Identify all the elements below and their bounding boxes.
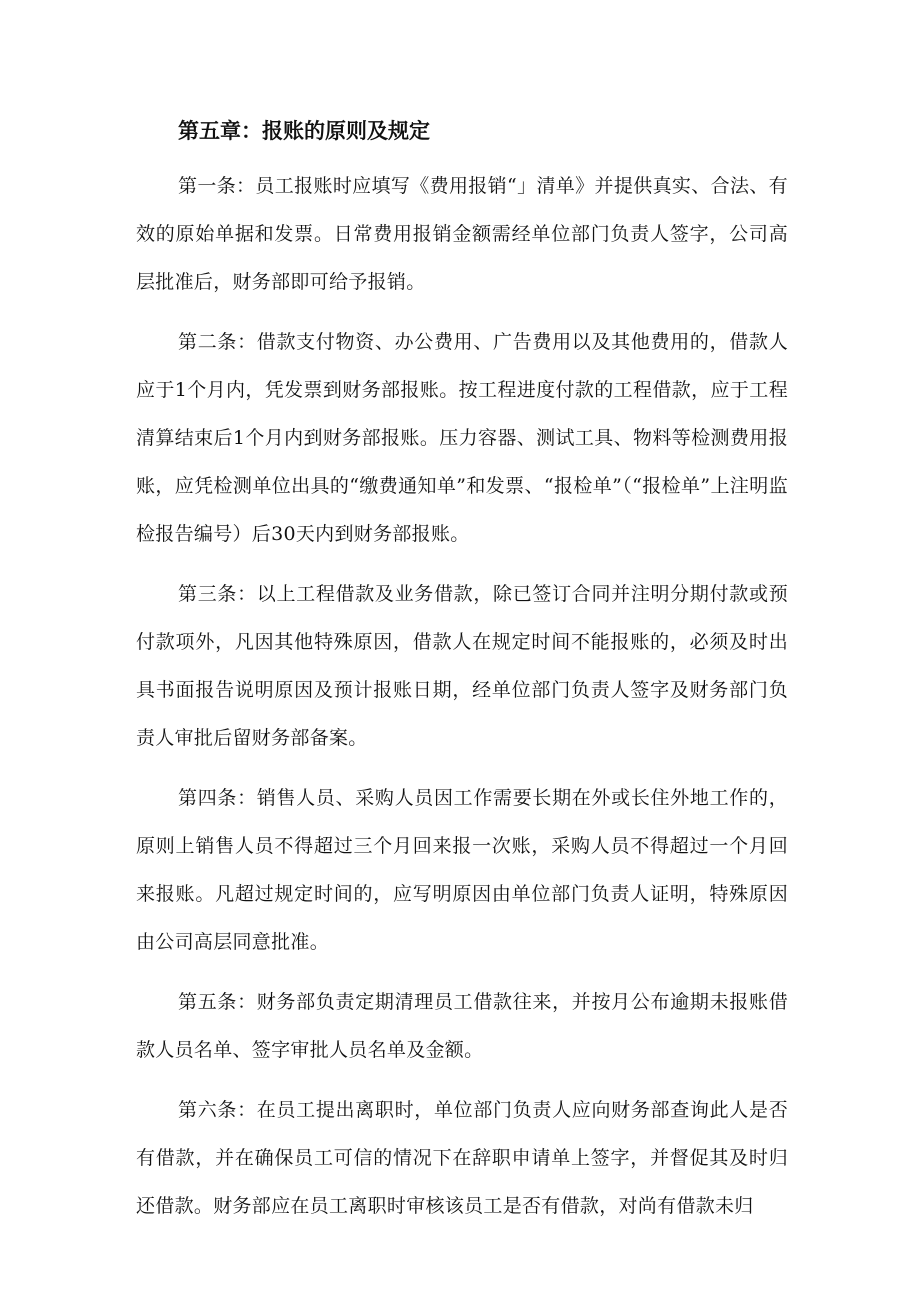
article-3: 第三条：以上工程借款及业务借款，除已签订合同并注明分期付款或预付款项外，凡因其他特殊原因，借款人在规定时间不能报账的，必须及时出具书面报告说明原因及预计报账日期，经单位部门负责人签字及财务部门负责人审批后留财务部备案。 bbox=[136, 583, 788, 749]
article-6: 第六条：在员工提出离职时，单位部门负责人应向财务部查询此人是否有借款，并在确保员工可信的情况下在辞职申请单上签字，并督促其及时归还借款。财务部应在员工离职时审核该员工是否有借款，对尚有借款未归 bbox=[136, 1099, 788, 1217]
article-5: 第五条：财务部负责定期清理员工借款往来，并按月公布逾期未报账借款人员名单、签字审批人员名单及金额。 bbox=[136, 991, 788, 1061]
article-1: 第一条：员工报账时应填写《费用报销“」清单》并提供真实、合法、有效的原始单据和发票。日常费用报销金额需经单位部门负责人签字，公司高层批准后，财务部即可给予报销。 bbox=[136, 175, 788, 293]
article-2: 第二条：借款支付物资、办公费用、广告费用以及其他费用的，借款人应于1个月内，凭发票到财务部报账。按工程进度付款的工程借款，应于工程清算结束后1个月内到财务部报账。压力容器、测试工具、物料等检测费用报账，应凭检测单位出具的“缴费通知单”和发票、“报检单”（“报检单”上注明监检报告编号）后30天内到财务部报账。 bbox=[136, 331, 788, 545]
article-4: 第四条：销售人员、采购人员因工作需要长期在外或长住外地工作的，原则上销售人员不得超过三个月回来报一次账，采购人员不得超过一个月回来报账。凡超过规定时间的，应写明原因由单位部门负责人证明，特殊原因由公司高层同意批准。 bbox=[136, 787, 788, 953]
document-page bbox=[136, 112, 788, 1242]
chapter-title: 第五章：报账的原则及规定 bbox=[178, 119, 430, 143]
